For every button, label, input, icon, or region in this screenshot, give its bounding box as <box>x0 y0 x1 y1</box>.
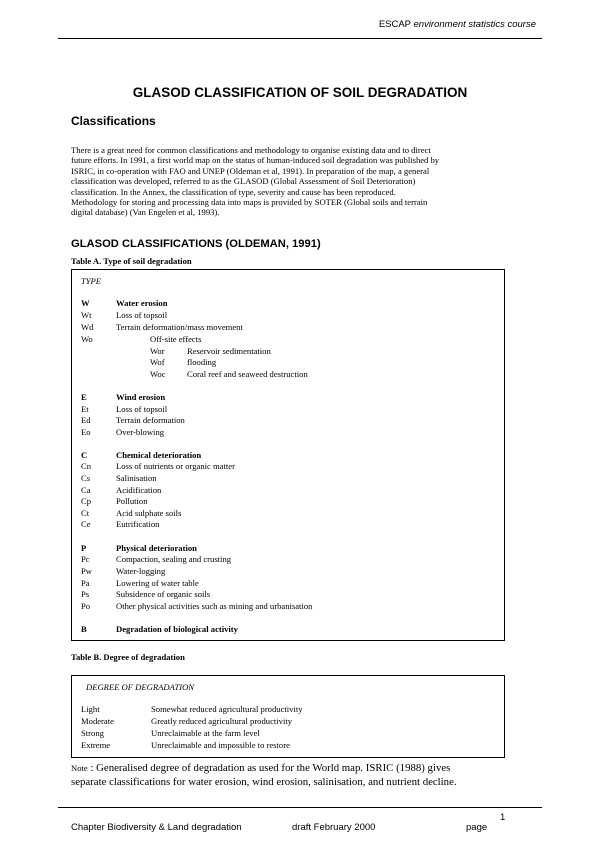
type-code: Et <box>81 404 89 414</box>
type-code: Po <box>81 601 91 611</box>
type-code: P <box>81 543 87 553</box>
type-description: Physical deterioration <box>116 543 197 553</box>
type-code: W <box>81 298 90 308</box>
type-code: E <box>81 392 87 402</box>
type-description: Coral reef and seaweed destruction <box>187 369 308 379</box>
type-code: Eo <box>81 427 91 437</box>
header-rule <box>58 38 542 39</box>
type-description: Loss of nutrients or organic matter <box>116 461 235 471</box>
footer-page-label: page <box>466 822 488 833</box>
intro-line: ISRIC, in co-operation with FAO and UNEP (Oldeman et al, 1991). In preparation of the map, a general <box>71 165 430 176</box>
note-line: separate classifications for water erosion, wind erosion, salinisation, and nutrient decline. <box>71 775 457 788</box>
type-code: Wof <box>150 357 165 367</box>
intro-line: There is a great need for common classifications and methodology to organise existing data and to direct <box>71 145 431 155</box>
note-label: Note <box>71 763 88 773</box>
type-code: Ca <box>81 485 91 495</box>
type-description: Acidification <box>116 485 162 495</box>
degree-description: Greatly reduced agricultural productivity <box>151 716 293 726</box>
type-description: Loss of topsoil <box>116 404 168 414</box>
type-code: Cp <box>81 496 92 506</box>
type-description: Terrain deformation <box>116 415 185 425</box>
type-code: Ps <box>81 589 90 599</box>
type-code: Woc <box>150 369 166 379</box>
header-course: environment statistics course <box>413 19 536 30</box>
table-b-heading: DEGREE OF DEGRADATION <box>86 682 195 692</box>
type-description: Water-logging <box>116 566 166 576</box>
type-code: Cn <box>81 461 92 471</box>
type-code: Wor <box>150 346 165 356</box>
type-code: Wo <box>81 334 93 344</box>
footer-rule <box>58 807 542 808</box>
type-code: Cs <box>81 473 91 483</box>
header-org: ESCAP <box>378 19 411 30</box>
type-code: B <box>81 624 87 634</box>
running-header <box>379 19 536 30</box>
degree-description: Unreclaimable and impossible to restore <box>151 740 290 750</box>
intro-line: Methodology for storing and processing data into maps is provided by SOTER (Global soils and terrain <box>71 197 428 208</box>
type-description: Pollution <box>116 496 148 506</box>
type-description: Eutrification <box>116 519 160 529</box>
degree-label: Extreme <box>81 740 111 750</box>
section-heading: Classifications <box>71 114 156 128</box>
type-description: Other physical activities such as mining and urbanisation <box>116 601 313 611</box>
degree-label: Light <box>81 704 100 714</box>
type-description: Terrain deformation/mass movement <box>116 322 243 332</box>
type-description: Compaction, sealing and crusting <box>116 554 232 564</box>
type-description: Acid sulphate soils <box>116 508 182 518</box>
type-code: Pc <box>81 554 90 564</box>
degree-label: Moderate <box>81 716 114 726</box>
type-code: Wd <box>81 322 94 332</box>
type-description: flooding <box>187 357 217 367</box>
degree-label: Strong <box>81 728 104 738</box>
type-code: Pw <box>81 566 92 576</box>
table-a-type-label: TYPE <box>81 276 102 286</box>
note-paragraph <box>71 762 531 789</box>
footer-chapter: Chapter Biodiversity & Land degradation <box>71 822 242 833</box>
intro-line: classification. In the Annex, the classification of type, severity and cause has been reproduced. <box>71 186 396 197</box>
subsection-heading: GLASOD CLASSIFICATIONS (OLDEMAN, 1991) <box>71 238 321 250</box>
footer-draft: draft February 2000 <box>292 822 376 833</box>
type-description: Salinisation <box>116 473 157 483</box>
type-description: Loss of topsoil <box>116 310 168 320</box>
type-code: Ce <box>81 519 91 529</box>
type-description: Over-blowing <box>116 427 165 437</box>
type-description: Subsidence of organic soils <box>116 589 211 599</box>
type-code: Ct <box>81 508 90 518</box>
type-code: Wt <box>81 310 92 320</box>
intro-line: future efforts. In 1991, a first world map on the status of human-induced soil degradation was published by <box>71 155 440 166</box>
intro-line: digital database) (Van Engelen et al, 1993). <box>71 207 220 218</box>
intro-paragraph <box>71 145 531 218</box>
type-code: Pa <box>81 578 90 588</box>
degree-description: Unreclaimable at the farm level <box>151 728 260 738</box>
type-description: Off-site effects <box>150 334 202 344</box>
type-description: Lowering of water table <box>116 578 199 588</box>
page-title: GLASOD CLASSIFICATION OF SOIL DEGRADATION <box>132 85 468 100</box>
note-line: : Generalised degree of degradation as used for the World map. ISRIC (1988) gives <box>90 762 451 774</box>
type-code: C <box>81 450 88 460</box>
type-description: Degradation of biological activity <box>116 624 238 634</box>
table-b-caption: Table B. Degree of degradation <box>71 652 185 662</box>
type-description: Wind erosion <box>116 392 166 402</box>
type-code: Ed <box>81 415 91 425</box>
type-description: Chemical deterioration <box>116 450 202 460</box>
intro-line: classification was developed, referred to as the GLASOD (Global Assessment of Soil Deterioration) <box>71 176 416 187</box>
page-number: 1 <box>500 812 506 823</box>
type-description: Reservoir sedimentation <box>187 346 271 356</box>
type-description: Water erosion <box>116 298 168 308</box>
table-a-caption: Table A. Type of soil degradation <box>71 256 192 266</box>
degree-description: Somewhat reduced agricultural productivity <box>151 704 303 714</box>
